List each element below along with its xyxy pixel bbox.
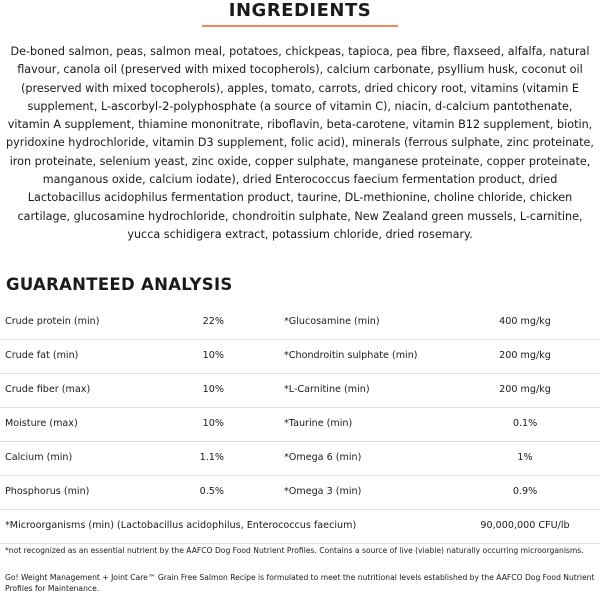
analysis-table (0, 306, 600, 544)
nutrient-value: 0.5% (199, 486, 224, 497)
nutrient-value: 10% (202, 418, 224, 429)
nutrient-label: *L-Carnitine (min) (284, 384, 370, 395)
ingredients-title: INGREDIENTS (228, 0, 372, 21)
table-row (0, 442, 600, 476)
nutrient-value: 1% (517, 452, 533, 463)
nutrient-label: Calcium (min) (5, 452, 73, 463)
table-row (0, 476, 600, 510)
title-underline (202, 25, 398, 27)
nutrient-label: *Omega 3 (min) (284, 486, 362, 497)
nutrient-value: 200 mg/kg (499, 350, 551, 361)
nutrient-label: *Glucosamine (min) (284, 316, 380, 327)
nutrient-label: *Chondroitin sulphate (min) (284, 350, 418, 361)
nutrient-label: *Omega 6 (min) (284, 452, 362, 463)
table-row (0, 408, 600, 442)
footnote-nutrient: *not recognized as an essential nutrient by the AAFCO Dog Food Nutrient Profiles. Contains a source of live (viable) naturally occurring microorganisms. (5, 546, 584, 555)
nutrient-value: 200 mg/kg (499, 384, 551, 395)
nutrient-value: 400 mg/kg (499, 316, 551, 327)
footnote-aafco: Go! Weight Management + Joint Care™ Grain Free Salmon Recipe is formulated to meet the nutritional levels established by the AAFCO Dog Food Nutrient Profiles for Maintenance. (5, 573, 595, 593)
nutrient-label: Crude protein (min) (5, 316, 100, 327)
ingredients-text: De-boned salmon, peas, salmon meal, potatoes, chickpeas, tapioca, pea fibre, flaxseed, alfalfa, natural flavour, canola oil (preserved with mixed tocopherols), calcium carbonate, psyllium husk, coconut oil (preserved with mixed tocopherols), apples, tomato, carrots, dried chicory root, vitamins (vitamin E supplement, L-ascorbyl-2-polyphosphate (a source of vitamin C), niacin, d-calcium pantothenate, vitamin A supplement, thiamine mononitrate, riboflavin, beta-carotene, vitamin B12 supplement, biotin, pyridoxine hydrochloride, vitamin D3 supplement, folic acid), minerals (ferrous sulphate, zinc proteinate, iron proteinate, selenium yeast, zinc oxide, copper sulphate, manganese proteinate, copper proteinate, manganous oxide, calcium iodate), dried Enterococcus faecium fermentation product, dried Lactobacillus acidophilus fermentation product, taurine, DL-methionine, choline chloride, chicken cartilage, glucosamine hydrochloride, chondroitin sulphate, New Zealand green mussels, L-carnitine, yucca schidigera extract, potassium chloride, dried rosemary. (6, 45, 594, 241)
nutrient-value: 0.9% (512, 486, 538, 497)
nutrient-value: 1.1% (199, 452, 224, 463)
microorganisms-value: 90,000,000 CFU/lb (480, 520, 570, 531)
nutrient-value: 10% (202, 350, 224, 361)
nutrient-label: Phosphorus (min) (5, 486, 90, 497)
nutrient-label: Moisture (max) (5, 418, 78, 429)
microorganisms-label: *Microorganisms (min) (Lactobacillus acidophilus, Enterococcus faecium) (5, 520, 357, 531)
table-row (0, 340, 600, 374)
nutrient-value: 22% (202, 316, 224, 327)
nutrient-value: 10% (202, 384, 224, 395)
nutrient-label: *Taurine (min) (284, 418, 353, 429)
table-row (0, 306, 600, 340)
table-row (0, 374, 600, 408)
nutrient-label: Crude fat (min) (5, 350, 79, 361)
guaranteed-analysis-title: GUARANTEED ANALYSIS (6, 275, 233, 294)
nutrient-label: Crude fiber (max) (5, 384, 91, 395)
table-row (0, 510, 600, 544)
nutrient-value: 0.1% (512, 418, 538, 429)
